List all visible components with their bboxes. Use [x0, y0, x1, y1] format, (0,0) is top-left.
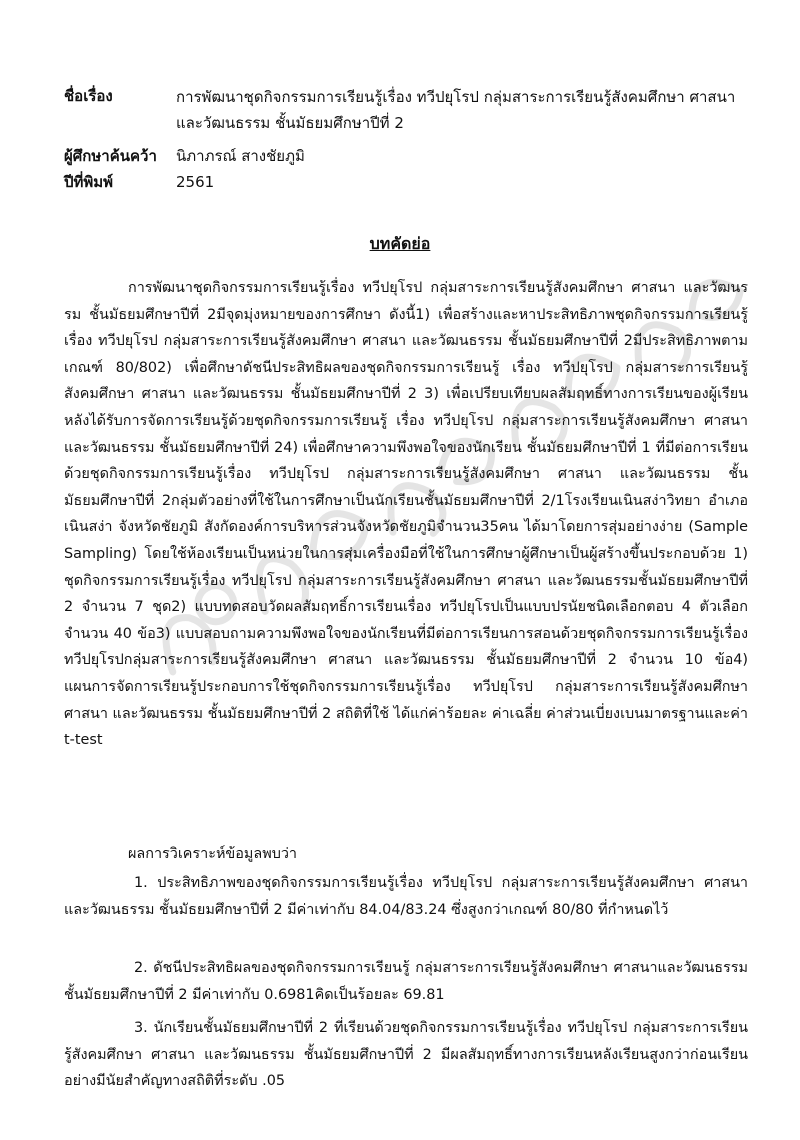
results-heading: ผลการวิเคราะห์ข้อมูลพบว่า: [128, 846, 297, 862]
result-item-3: 3. นักเรียนชั้นมัธยมศึกษาปีที่ 2 ที่เรียนด้วยชุดกิจกรรมการเรียนรู้เรื่อง ทวีปยุโรป กลุ่มสาระการเรียนรู้สังคมศึกษา ศาสนา และวัฒนธรรม ชั้นมัธยมศึกษาปีที่ 2 มีผลสัมฤทธิ์ทางการเรียนหลังเรียนสูงกว่าก่อนเรียน อย่างมีนัยสำคัญทางสถิติที่ระดับ .05: [64, 1020, 748, 1090]
author-name: นิภาภรณ์ สางชัยภูมิ: [176, 147, 305, 165]
thesis-title: การพัฒนาชุดกิจกรรมการเรียนรู้เรื่อง ทวีปยุโรป กลุ่มสาระการเรียนรู้สังคมศึกษา ศาสนา และวัฒนธรรม ชั้นมัธยมศึกษาปีที่ 2: [176, 88, 736, 132]
year-label: ปีที่พิมพ์: [64, 173, 114, 191]
abstract-intro-paragraph: การพัฒนาชุดกิจกรรมการเรียนรู้เรื่อง ทวีปยุโรป กลุ่มสาระการเรียนรู้สังคมศึกษา ศาสนา และวัฒนรรม ชั้นมัธยมศึกษาปีที่ 2มีจุดมุ่งหมายของการศึกษา ดังนี้1) เพื่อสร้างและหาประสิทธิภาพชุดกิจกรรมการเรียนรู้ เรื่อง ทวีปยุโรป กลุ่มสาระการเรียนรู้สังคมศึกษา ศาสนา และวัฒนธรรม ชั้นมัธยมศึกษาปีที่ 2มีประสิทธิภาพตามเกณฑ์ 80/802) เพื่อศึกษาดัชนีประสิทธิผลของชุดกิจกรรมการเรียนรู้ เรื่อง ทวีปยุโรป กลุ่มสาระการเรียนรู้สังคมศึกษา ศาสนา และวัฒนธรรม ชั้นมัธยมศึกษาปีที่ 2 3) เพื่อเปรียบเทียบผลสัมฤทธิ์ทางการเรียนของผู้เรียนหลังได้รับการจัดการเรียนรู้ด้วยชุดกิจกรรมการเรียนรู้ เรื่อง ทวีปยุโรป กลุ่มสาระการเรียนรู้สังคมศึกษา ศาสนา และวัฒนธรรม ชั้นมัธยมศึกษาปีที่ 24) เพื่อศึกษาความพึงพอใจของนักเรียน ชั้นมัธยมศึกษาปีที่ 1 ที่มีต่อการเรียนด้วยชุดกิจกรรมการเรียนรู้เรื่อง ทวีปยุโรป กลุ่มสาระการเรียนรู้สังคมศึกษา ศาสนา และวัฒนธรรม ชั้นมัธยมศึกษาปีที่ 2กลุ่มตัวอย่างที่ใช้ในการศึกษาเป็นนักเรียนชั้นมัธยมศึกษาปีที่ 2/1โรงเรียนเนินสง่าวิทยา อำเภอเนินสง่า จังหวัดชัยภูมิ สังกัดองค์การบริหารส่วนจังหวัดชัยภูมิจำนวน35คน ได้มาโดยการสุ่มอย่างง่าย (Sample Sampling) โดยใช้ห้องเรียนเป็นหน่วยในการสุ่มเครื่องมือที่ใช้ในการศึกษาผู้ศึกษาเป็นผู้สร้างขึ้นประกอบด้วย 1) ชุดกิจกรรมการเรียนรู้เรื่อง ทวีปยุโรป กลุ่มสาระการเรียนรู้สังคมศึกษา ศาสนา และวัฒนธรรมชั้นมัธยมศึกษาปีที่ 2 จำนวน 7 ชุด2) แบบทดสอบวัดผลสัมฤทธิ์การเรียนเรื่อง ทวีปยุโรปเป็นแบบปรนัยชนิดเลือกตอบ 4 ตัวเลือก จำนวน 40 ข้อ3) แบบสอบถามความพึงพอใจของนักเรียนที่มีต่อการเรียนการสอนด้วยชุดกิจกรรมการเรียนรู้เรื่อง ทวีปยุโรปกลุ่มสาระการเรียนรู้สังคมศึกษา ศาสนา และวัฒนธรรม ชั้นมัธยมศึกษาปีที่ 2 จำนวน 10 ข้อ4) แผนการจัดการเรียนรู้ประกอบการใช้ชุดกิจกรรมการเรียนรู้เรื่อง ทวีปยุโรป กลุ่มสาระการเรียนรู้สังคมศึกษา ศาสนา และวัฒนธรรม ชั้นมัธยมศึกษาปีที่ 2 สถิติที่ใช้ ได้แก่ค่าร้อยละ ค่าเฉลี่ย ค่าส่วนเบี่ยงเบนมาตรฐานและค่า t-test: [64, 280, 748, 749]
publication-year: 2561: [176, 173, 215, 191]
result-item-1: 1. ประสิทธิภาพของชุดกิจกรรมการเรียนรู้เรื่อง ทวีปยุโรป กลุ่มสาระการเรียนรู้สังคมศึกษา ศาสนา และวัฒนธรรม ชั้นมัธยมศึกษาปีที่ 2 มีค่าเท่ากับ 84.04/83.24 ซึ่งสูงกว่าเกณฑ์ 80/80 ที่กำหนดไว้: [64, 875, 748, 918]
result-item-2: 2. ดัชนีประสิทธิผลของชุดกิจกรรมการเรียนรู้ กลุ่มสาระการเรียนรู้สังคมศึกษา ศาสนาและวัฒนธรรม ชั้นมัธยมศึกษาปีที่ 2 มีค่าเท่ากับ 0.6981คิดเป็นร้อยละ 69.81: [64, 960, 748, 1003]
author-label: ผู้ศึกษาค้นคว้า: [64, 147, 157, 165]
title-label: ชื่อเรื่อง: [64, 87, 113, 105]
abstract-heading: บทคัดย่อ: [369, 234, 431, 253]
